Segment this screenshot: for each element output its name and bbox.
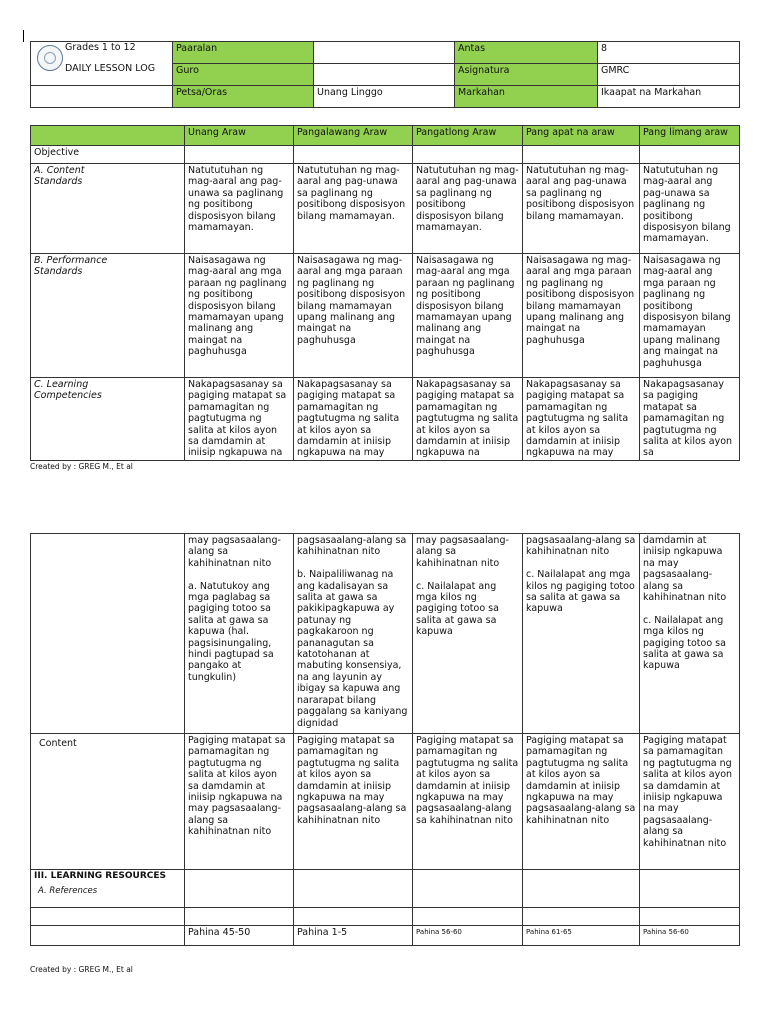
blank-cell[interactable]	[640, 908, 740, 926]
day-header: Pangalawang Araw	[294, 126, 413, 146]
header-value[interactable]: Ikaapat na Markahan	[598, 86, 740, 108]
resources-cell[interactable]	[640, 870, 740, 908]
header-label: Antas	[455, 42, 598, 64]
corner-cell	[31, 126, 185, 146]
content-standards-cell[interactable]: Natututuhan ng mag-aaral ang pag-unawa sa paglinang ng positibong disposisyon bilang mamamayan.	[413, 164, 523, 254]
header-label: Guro	[173, 64, 314, 86]
competencies-continued-cell[interactable]: pagsasaalang-alang sa kahihinatnan nito b. Naipaliliwanag na ang kadalisayan sa salita at gawa sa pakikipagkapuwa ay patunay ng pagkakaroon ng pananagutan sa katotohanan at mabuting konsensiya, na ang layunin ay ibigay sa kapuwa ang nararapat bilang paggalang sa kaniyang dignidad	[294, 534, 413, 734]
learning-competencies-cell[interactable]: Nakapagsasanay sa pagiging matapat sa pamamagitan ng pagtutugma ng salita at kilos ayon sa	[640, 378, 740, 461]
day-header: Pang limang araw	[640, 126, 740, 146]
resources-cell[interactable]	[294, 870, 413, 908]
learning-resources-label	[31, 870, 185, 908]
label-line: Standards	[34, 176, 83, 188]
blank-cell[interactable]	[523, 908, 640, 926]
competencies-continued-cell[interactable]: may pagsasaalang-alang sa kahihinatnan nito c. Nailalapat ang mga kilos ng pagiging totoo sa salita at gawa sa kapuwa	[413, 534, 523, 734]
grades-label: Grades 1 to 12	[65, 42, 136, 53]
label-line: C. Learning	[34, 379, 89, 390]
performance-standards-cell[interactable]: Naisasagawa ng mag-aaral ang mga paraan ng paglinang ng positibong disposisyon bilang mamamayan upang malinang ang maingat na paghuhusga	[523, 254, 640, 378]
performance-standards-cell[interactable]: Naisasagawa ng mag-aaral ang mga paraan ng paglinang ng positibong disposisyon bilang mamamayan upang malinang ang maingat na paghuhusga	[294, 254, 413, 378]
text-cursor	[23, 30, 24, 42]
content-cell[interactable]: Pagiging matapat sa pamamagitan ng pagtutugma ng salita at kilos ayon sa damdamin at iniisip ngkapuwa na may pagsasaalang-alang sa kahihinatnan nito	[523, 734, 640, 870]
learning-competencies-cell[interactable]: Nakapagsasanay sa pagiging matapat sa pamamagitan ng pagtutugma ng salita at kilos ayon sa damdamin at iniisip ngkapuwa na	[185, 378, 294, 461]
header-value[interactable]	[314, 42, 455, 64]
content-label: Content	[31, 734, 185, 870]
logo-cell	[31, 42, 173, 86]
resources-cell[interactable]	[413, 870, 523, 908]
page-ref-cell[interactable]: Pahina 61-65	[523, 926, 640, 946]
objective-cell[interactable]	[294, 146, 413, 164]
header-label: Markahan	[455, 86, 598, 108]
continuation-label	[31, 534, 185, 734]
header-label: Paaralan	[173, 42, 314, 64]
label-line: Competencies	[34, 390, 102, 402]
objective-cell[interactable]	[640, 146, 740, 164]
page-ref-cell[interactable]: Pahina 45-50	[185, 926, 294, 946]
content-cell[interactable]: Pagiging matapat sa pamamagitan ng pagtutugma ng salita at kilos ayon sa damdamin at iniisip ngkapuwa na may pagsasaalang-alang sa kahihinatnan nito	[413, 734, 523, 870]
header-label: Asignatura	[455, 64, 598, 86]
label-line: A. Content	[34, 165, 85, 176]
content-standards-cell[interactable]: Natututuhan ng mag-aaral ang pag-unawa sa paglinang ng positibong disposisyon bilang mamamayan.	[523, 164, 640, 254]
objective-cell[interactable]	[185, 146, 294, 164]
day-header: Unang Araw	[185, 126, 294, 146]
header-value[interactable]: Unang Linggo	[314, 86, 455, 108]
content-cell[interactable]: Pagiging matapat sa pamamagitan ng pagtutugma ng salita at kilos ayon sa damdamin at iniisip ngkapuwa na may pagsasaalang-alang sa kahihinatnan nito	[185, 734, 294, 870]
label-line: Standards	[34, 266, 83, 278]
blank-label	[31, 908, 185, 926]
footer-credit: Created by : GREG M., Et al	[30, 462, 133, 471]
performance-standards-cell[interactable]: Naisasagawa ng mag-aaral ang mga paraan ng paglinang ng positibong disposisyon bilang mamamayan upang malinang ang maingat na paghuhusga	[413, 254, 523, 378]
performance-standards-label	[31, 254, 185, 378]
header-empty	[31, 86, 173, 108]
doc-title: DAILY LESSON LOG	[65, 63, 156, 74]
header-table	[30, 41, 740, 108]
competencies-continued-cell[interactable]: pagsasaalang-alang sa kahihinatnan nito c. Nailalapat ang mga kilos ng pagiging totoo sa salita at gawa sa kapuwa	[523, 534, 640, 734]
header-value[interactable]: GMRC	[598, 64, 740, 86]
learning-competencies-cell[interactable]: Nakapagsasanay sa pagiging matapat sa pamamagitan ng pagtutugma ng salita at kilos ayon sa damdamin at iniisip ngkapuwa na may	[523, 378, 640, 461]
day-header: Pangatlong Araw	[413, 126, 523, 146]
blank-cell[interactable]	[185, 908, 294, 926]
objective-label: Objective	[31, 146, 185, 164]
objective-cell[interactable]	[523, 146, 640, 164]
learning-competencies-cell[interactable]: Nakapagsasanay sa pagiging matapat sa pamamagitan ng pagtutugma ng salita at kilos ayon sa damdamin at iniisip ngkapuwa na	[413, 378, 523, 461]
resources-cell[interactable]	[523, 870, 640, 908]
header-value[interactable]: 8	[598, 42, 740, 64]
label-line: A. References	[38, 886, 98, 897]
content-standards-label	[31, 164, 185, 254]
performance-standards-cell[interactable]: Naisasagawa ng mag-aaral ang mga paraan ng paglinang ng positibong disposisyon bilang mamamayan upang malinang ang maingat na paghuhusga	[640, 254, 740, 378]
lesson-table-continued	[30, 533, 740, 946]
learning-competencies-cell[interactable]: Nakapagsasanay sa pagiging matapat sa pamamagitan ng pagtutugma ng salita at kilos ayon sa damdamin at iniisip ngkapuwa na may	[294, 378, 413, 461]
blank-cell[interactable]	[294, 908, 413, 926]
page-ref-cell[interactable]: Pahina 56-60	[640, 926, 740, 946]
day-header: Pang apat na araw	[523, 126, 640, 146]
footer-credit: Created by : GREG M., Et al	[30, 965, 133, 974]
competencies-continued-cell[interactable]: may pagsasaalang-alang sa kahihinatnan nito a. Natutukoy ang mga paglabag sa pagiging totoo sa salita at gawa sa kapuwa (hal. pagsisinungaling, hindi pagtupad sa pangako at tungkulin)	[185, 534, 294, 734]
competencies-continued-cell[interactable]: damdamin at iniisip ngkapuwa na may pagsasaalang-alang sa kahihinatnan nito c. Nailalapat ang mga kilos ng pagiging totoo sa salita at gawa sa kapuwa	[640, 534, 740, 734]
content-cell[interactable]: Pagiging matapat sa pamamagitan ng pagtutugma ng salita at kilos ayon sa damdamin at iniisip ngkapuwa na may pagsasaalang-alang sa kahihinatnan nito	[294, 734, 413, 870]
content-cell[interactable]: Pagiging matapat sa pamamagitan ng pagtutugma ng salita at kilos ayon sa damdamin at iniisip ngkapuwa na may pagsasaalang-alang sa kahihinatnan nito	[640, 734, 740, 870]
lesson-table	[30, 125, 740, 461]
resources-cell[interactable]	[185, 870, 294, 908]
header-label: Petsa/Oras	[173, 86, 314, 108]
header-value[interactable]	[314, 64, 455, 86]
learning-competencies-label	[31, 378, 185, 461]
performance-standards-cell[interactable]: Naisasagawa ng mag-aaral ang mga paraan ng paglinang ng positibong disposisyon bilang mamamayan upang malinang ang maingat na paghuhusga	[185, 254, 294, 378]
label-line: III. LEARNING RESOURCES	[34, 871, 166, 881]
page-ref-cell[interactable]: Pahina 1-5	[294, 926, 413, 946]
objective-cell[interactable]	[413, 146, 523, 164]
content-standards-cell[interactable]: Natututuhan ng mag-aaral ang pag-unawa sa paglinang ng positibong disposisyon bilang mamamayan.	[640, 164, 740, 254]
label-line: B. Performance	[34, 255, 108, 266]
blank-cell[interactable]	[413, 908, 523, 926]
pages-label	[31, 926, 185, 946]
page-ref-cell[interactable]: Pahina 56-60	[413, 926, 523, 946]
deped-seal-logo	[37, 45, 63, 71]
content-standards-cell[interactable]: Natututuhan ng mag-aaral ang pag-unawa sa paglinang ng positibong disposisyon bilang mamamayan.	[185, 164, 294, 254]
content-standards-cell[interactable]: Natututuhan ng mag-aaral ang pag-unawa sa paglinang ng positibong disposisyon bilang mamamayan.	[294, 164, 413, 254]
